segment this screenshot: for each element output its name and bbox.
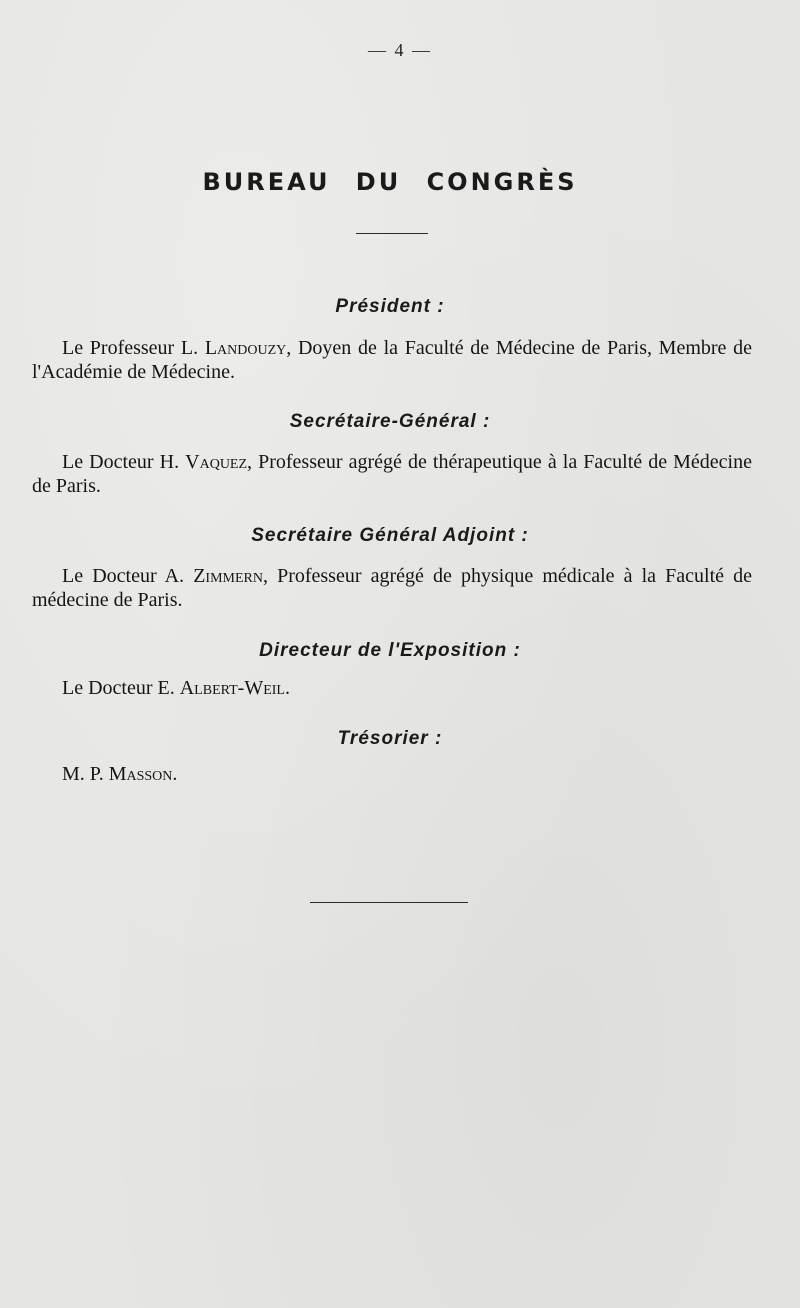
directeur-name: Albert-Weil bbox=[179, 677, 285, 699]
paragraph-secretaire-general-adjoint bbox=[32, 564, 752, 612]
paragraph-president bbox=[32, 336, 752, 384]
tresorier-text-before: M. P. bbox=[62, 763, 109, 785]
paragraph-secretaire-general bbox=[32, 450, 752, 498]
heading-secretaire-general: Secrétaire-Général : bbox=[289, 411, 491, 432]
president-text-after: , Doyen de la Faculté de Médecine de Paris, Membre de l'Académie de Médecine. bbox=[32, 337, 753, 383]
secgen-text-before: Le Docteur H. bbox=[62, 451, 186, 473]
heading-tresorier: Trésorier : bbox=[337, 728, 443, 749]
heading-president: Président : bbox=[335, 296, 445, 317]
directeur-text-before: Le Docteur E. bbox=[62, 677, 180, 699]
paragraph-directeur-exposition bbox=[32, 676, 752, 700]
president-name: Landouzy bbox=[204, 337, 287, 359]
secgen-name: Vaquez bbox=[185, 451, 248, 473]
tresorier-text-after: . bbox=[172, 763, 178, 785]
president-text-before: Le Professeur L. bbox=[62, 337, 205, 359]
heading-secretaire-general-adjoint: Secrétaire Général Adjoint : bbox=[251, 525, 529, 546]
page-number: — 4 — bbox=[368, 40, 432, 60]
directeur-text-after: . bbox=[284, 677, 290, 699]
secadj-text-after: , Professeur agrégé de physique médicale à la Faculté de médecine de Paris. bbox=[32, 565, 752, 611]
page-title: BUREAU DU CONGRÈS bbox=[202, 168, 578, 196]
heading-directeur-exposition: Directeur de l'Exposition : bbox=[259, 640, 521, 661]
tresorier-name: Masson bbox=[108, 763, 173, 785]
paragraph-tresorier bbox=[32, 762, 752, 786]
secadj-name: Zimmern bbox=[193, 565, 263, 587]
secgen-text-after: , Professeur agrégé de thérapeutique à la Faculté de Médecine de Paris. bbox=[32, 451, 752, 497]
title-divider bbox=[356, 233, 428, 234]
closing-divider bbox=[310, 902, 468, 903]
secadj-text-before: Le Docteur A. bbox=[62, 565, 194, 587]
